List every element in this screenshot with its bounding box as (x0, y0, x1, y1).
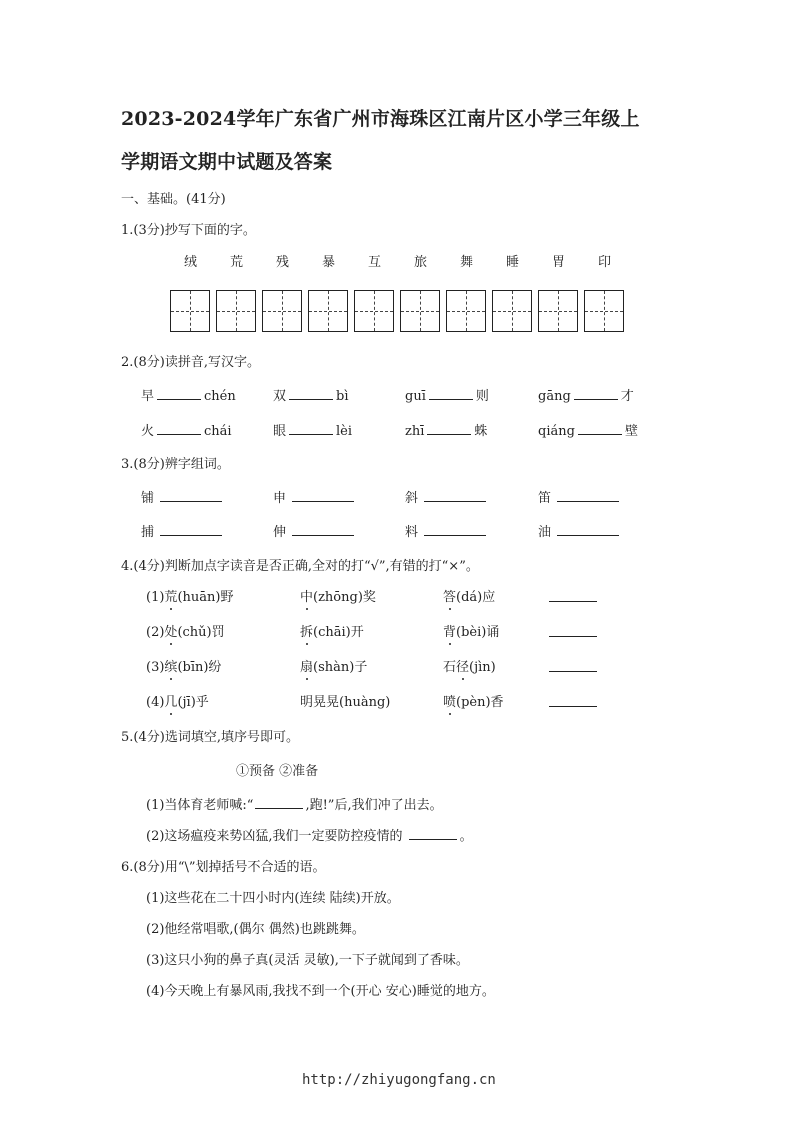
pinyin-item: 双 bì (273, 389, 349, 404)
reading-item: (3)缤(bīn)纷 (146, 656, 221, 675)
answer-blank[interactable] (557, 523, 619, 536)
answer-blank[interactable] (409, 827, 457, 840)
reading-item: (1)荒(huān)野 (146, 586, 233, 605)
reading-item: 明晃晃(huàng) (300, 695, 391, 710)
copy-char: 印 (598, 255, 612, 270)
word-group-item: 料 (405, 521, 486, 540)
writing-grid-box[interactable] (492, 290, 532, 332)
answer-blank[interactable] (427, 422, 471, 435)
writing-grid-box[interactable] (400, 290, 440, 332)
writing-grid-box[interactable] (446, 290, 486, 332)
answer-blank[interactable] (549, 671, 597, 672)
writing-grid-box[interactable] (170, 290, 210, 332)
word-options: ①预备 ②准备 (236, 764, 319, 779)
answer-blank[interactable] (289, 387, 333, 400)
answer-blank[interactable] (549, 601, 597, 602)
word-group-item: 斜 (405, 487, 486, 506)
pinyin-item: qiáng 壁 (538, 424, 638, 439)
footer-url[interactable]: http://zhiyugongfang.cn (302, 1072, 496, 1088)
answer-blank[interactable] (160, 523, 222, 536)
copy-char: 残 (276, 255, 290, 270)
writing-grid-box[interactable] (308, 290, 348, 332)
document-title-line-1: 2023-2024学年广东省广州市海珠区江南片区小学三年级上 (121, 108, 640, 130)
sentence-item: (1)这些花在二十四小时内(连续 陆续)开放。 (146, 891, 400, 906)
fill-sentence-2: (2)这场瘟疫来势凶猛,我们一定要防控疫情的 。 (146, 829, 473, 844)
pinyin-item: gāng 才 (538, 389, 634, 404)
copy-char: 睡 (506, 255, 520, 270)
sentence-item: (4)今天晚上有暴风雨,我找不到一个(开心 安心)睡觉的地方。 (146, 984, 495, 999)
answer-blank[interactable] (160, 489, 222, 502)
answer-blank[interactable] (157, 422, 201, 435)
answer-blank[interactable] (549, 706, 597, 707)
reading-item: (4)几(jī)乎 (146, 691, 209, 710)
copy-char: 荒 (230, 255, 244, 270)
writing-grid-box[interactable] (216, 290, 256, 332)
pinyin-item: 眼 lèi (273, 424, 353, 439)
pinyin-item: 火 chái (141, 424, 232, 439)
question-2-prompt: 2.(8分)读拼音,写汉字。 (121, 355, 260, 370)
answer-blank[interactable] (424, 489, 486, 502)
answer-blank[interactable] (292, 489, 354, 502)
word-group-item: 伸 (273, 521, 354, 540)
word-group-item: 捕 (141, 521, 222, 540)
word-group-item: 笛 (538, 487, 619, 506)
answer-blank[interactable] (557, 489, 619, 502)
copy-char: 舞 (460, 255, 474, 270)
answer-blank[interactable] (578, 422, 622, 435)
copy-char: 暴 (322, 255, 336, 270)
pinyin-item: 早 chén (141, 389, 236, 404)
writing-grid-box[interactable] (584, 290, 624, 332)
answer-blank[interactable] (292, 523, 354, 536)
reading-item: 扇(shàn)子 (300, 656, 367, 675)
question-5-prompt: 5.(4分)选词填空,填序号即可。 (121, 730, 299, 745)
answer-blank[interactable] (255, 796, 303, 809)
pinyin-item: guī 则 (405, 389, 489, 404)
reading-item: 拆(chāi)开 (300, 621, 364, 640)
writing-grid-box[interactable] (262, 290, 302, 332)
word-group-item: 铺 (141, 487, 222, 506)
document-title-line-2: 学期语文期中试题及答案 (121, 151, 333, 173)
answer-blank[interactable] (549, 636, 597, 637)
copy-char: 旅 (414, 255, 428, 270)
writing-grid-box[interactable] (538, 290, 578, 332)
reading-item: 中(zhōng)奖 (300, 586, 376, 605)
sentence-item: (3)这只小狗的鼻子真(灵活 灵敏),一下子就闻到了香味。 (146, 953, 469, 968)
reading-item: 石径(jìn) (443, 656, 496, 675)
writing-grid-box[interactable] (354, 290, 394, 332)
question-4-prompt: 4.(4分)判断加点字读音是否正确,全对的打“√”,有错的打“×”。 (121, 559, 479, 574)
word-group-item: 申 (273, 487, 354, 506)
reading-item: 答(dá)应 (443, 586, 495, 605)
reading-item: (2)处(chǔ)罚 (146, 621, 225, 640)
copy-char: 绒 (184, 255, 198, 270)
answer-blank[interactable] (424, 523, 486, 536)
question-1-prompt: 1.(3分)抄写下面的字。 (121, 223, 256, 238)
section-heading: 一、基础。(41分) (121, 192, 226, 207)
copy-char: 胃 (552, 255, 566, 270)
fill-sentence-1: (1)当体育老师喊:“ ,跑!”后,我们冲了出去。 (146, 798, 443, 813)
answer-blank[interactable] (289, 422, 333, 435)
question-6-prompt: 6.(8分)用“\”划掉括号不合适的语。 (121, 860, 326, 875)
reading-item: 喷(pèn)香 (443, 691, 504, 710)
reading-item: 背(bèi)诵 (443, 621, 499, 640)
answer-blank[interactable] (429, 387, 473, 400)
copy-char: 互 (368, 255, 382, 270)
answer-blank[interactable] (157, 387, 201, 400)
pinyin-item: zhī 蛛 (405, 424, 488, 439)
word-group-item: 油 (538, 521, 619, 540)
answer-blank[interactable] (574, 387, 618, 400)
sentence-item: (2)他经常唱歌,(偶尔 偶然)也跳跳舞。 (146, 922, 365, 937)
question-3-prompt: 3.(8分)辨字组词。 (121, 457, 230, 472)
